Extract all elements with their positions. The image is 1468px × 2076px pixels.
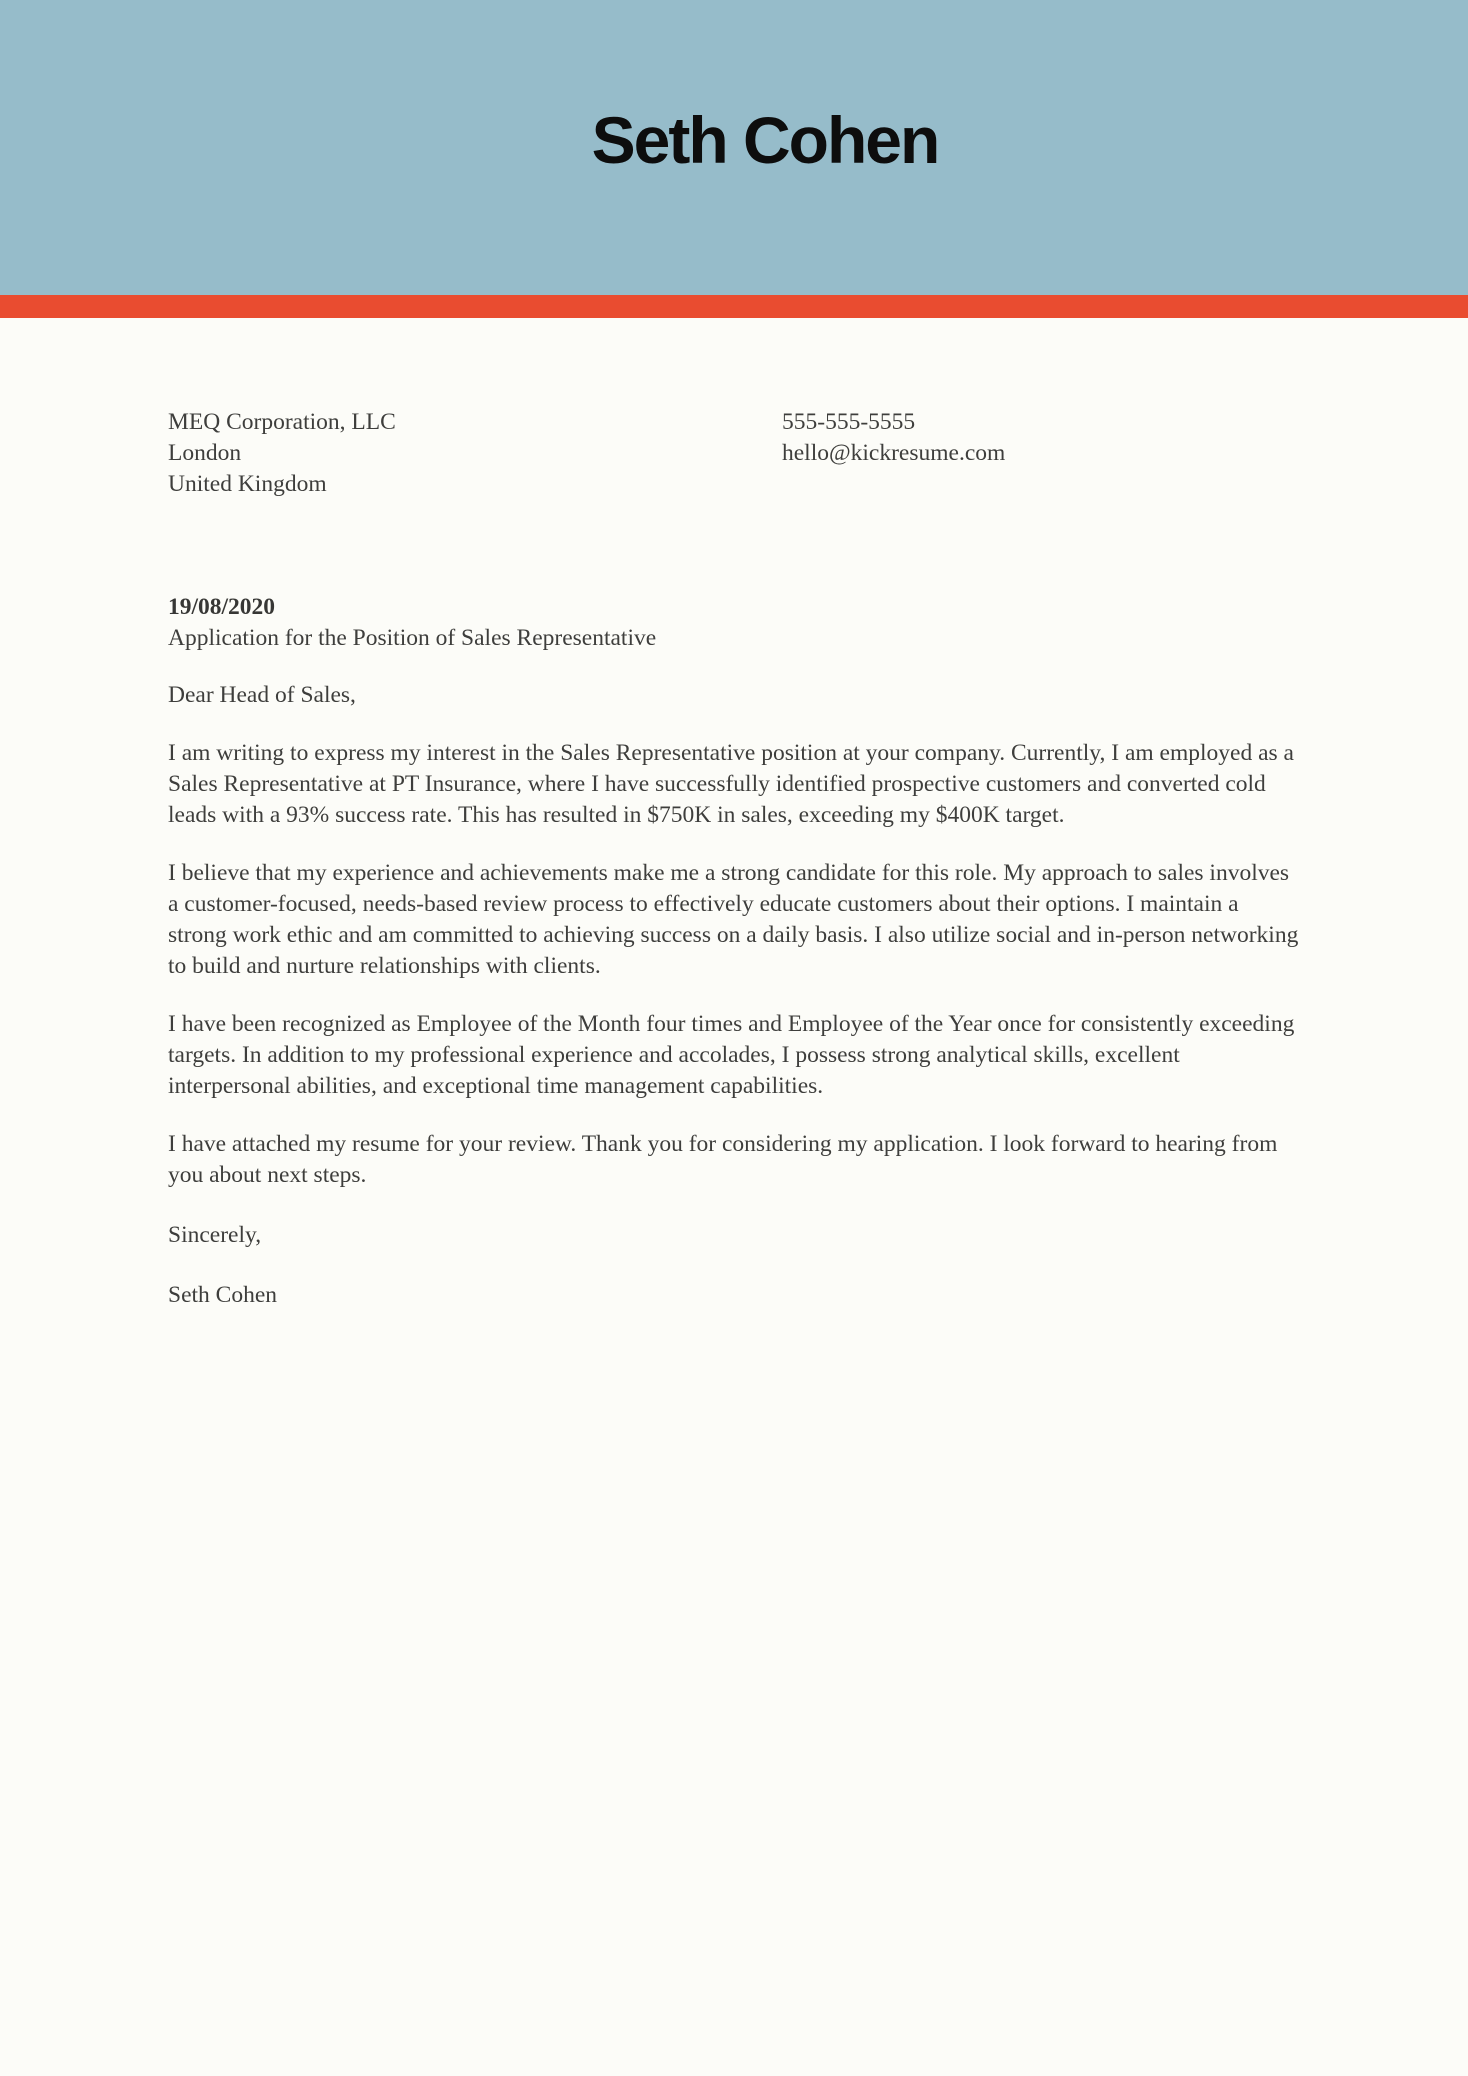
body-paragraph-2: I believe that my experience and achievements make me a strong candidate for this role. My approach to sales involves a customer-focused, needs-based review process to effectively educate customers about their options. I maintain a strong work ethic and am committed to achieving success on a daily basis. I also utilize social and in-person networking to build and nurture relationships with clients.	[168, 860, 1299, 979]
recipient-city: London	[168, 440, 242, 466]
closing-line: Sincerely,	[168, 1222, 262, 1248]
letter-body	[0, 407, 1468, 1311]
sender-phone: 555-555-5555	[782, 409, 916, 435]
body-paragraph-1: I am writing to express my interest in the Sales Representative position at your company. Currently, I am employed as a Sales Representative at PT Insurance, where I have successfully identified prospective customers and converted cold leads with a 93% success rate. This has resulted in $750K in sales, exceeding my $400K target.	[168, 740, 1294, 828]
letter-header	[0, 0, 1468, 295]
body-paragraph-3: I have been recognized as Employee of the Month four times and Employee of the Year once for consistently exceeding targets. In addition to my professional experience and accolades, I possess strong analytical skills, excellent interpersonal abilities, and exceptional time management capabilities.	[168, 1011, 1295, 1099]
sender-contact-block	[782, 407, 1300, 500]
contact-info-section	[168, 407, 1300, 500]
signature-name: Seth Cohen	[168, 1282, 278, 1308]
applicant-name-title: Seth Cohen	[591, 102, 939, 177]
date-subject-block	[168, 592, 1300, 654]
recipient-address-block	[168, 407, 782, 500]
recipient-company: MEQ Corporation, LLC	[168, 409, 396, 435]
letter-subject: Application for the Position of Sales Representative	[168, 625, 657, 651]
letter-date: 19/08/2020	[168, 594, 276, 620]
salutation: Dear Head of Sales,	[168, 682, 356, 708]
recipient-country: United Kingdom	[168, 471, 327, 497]
accent-divider-bar	[0, 295, 1468, 318]
sender-email: hello@kickresume.com	[782, 440, 1006, 466]
body-paragraph-4: I have attached my resume for your review. Thank you for considering my application. I look forward to hearing from you about next steps.	[168, 1131, 1278, 1188]
